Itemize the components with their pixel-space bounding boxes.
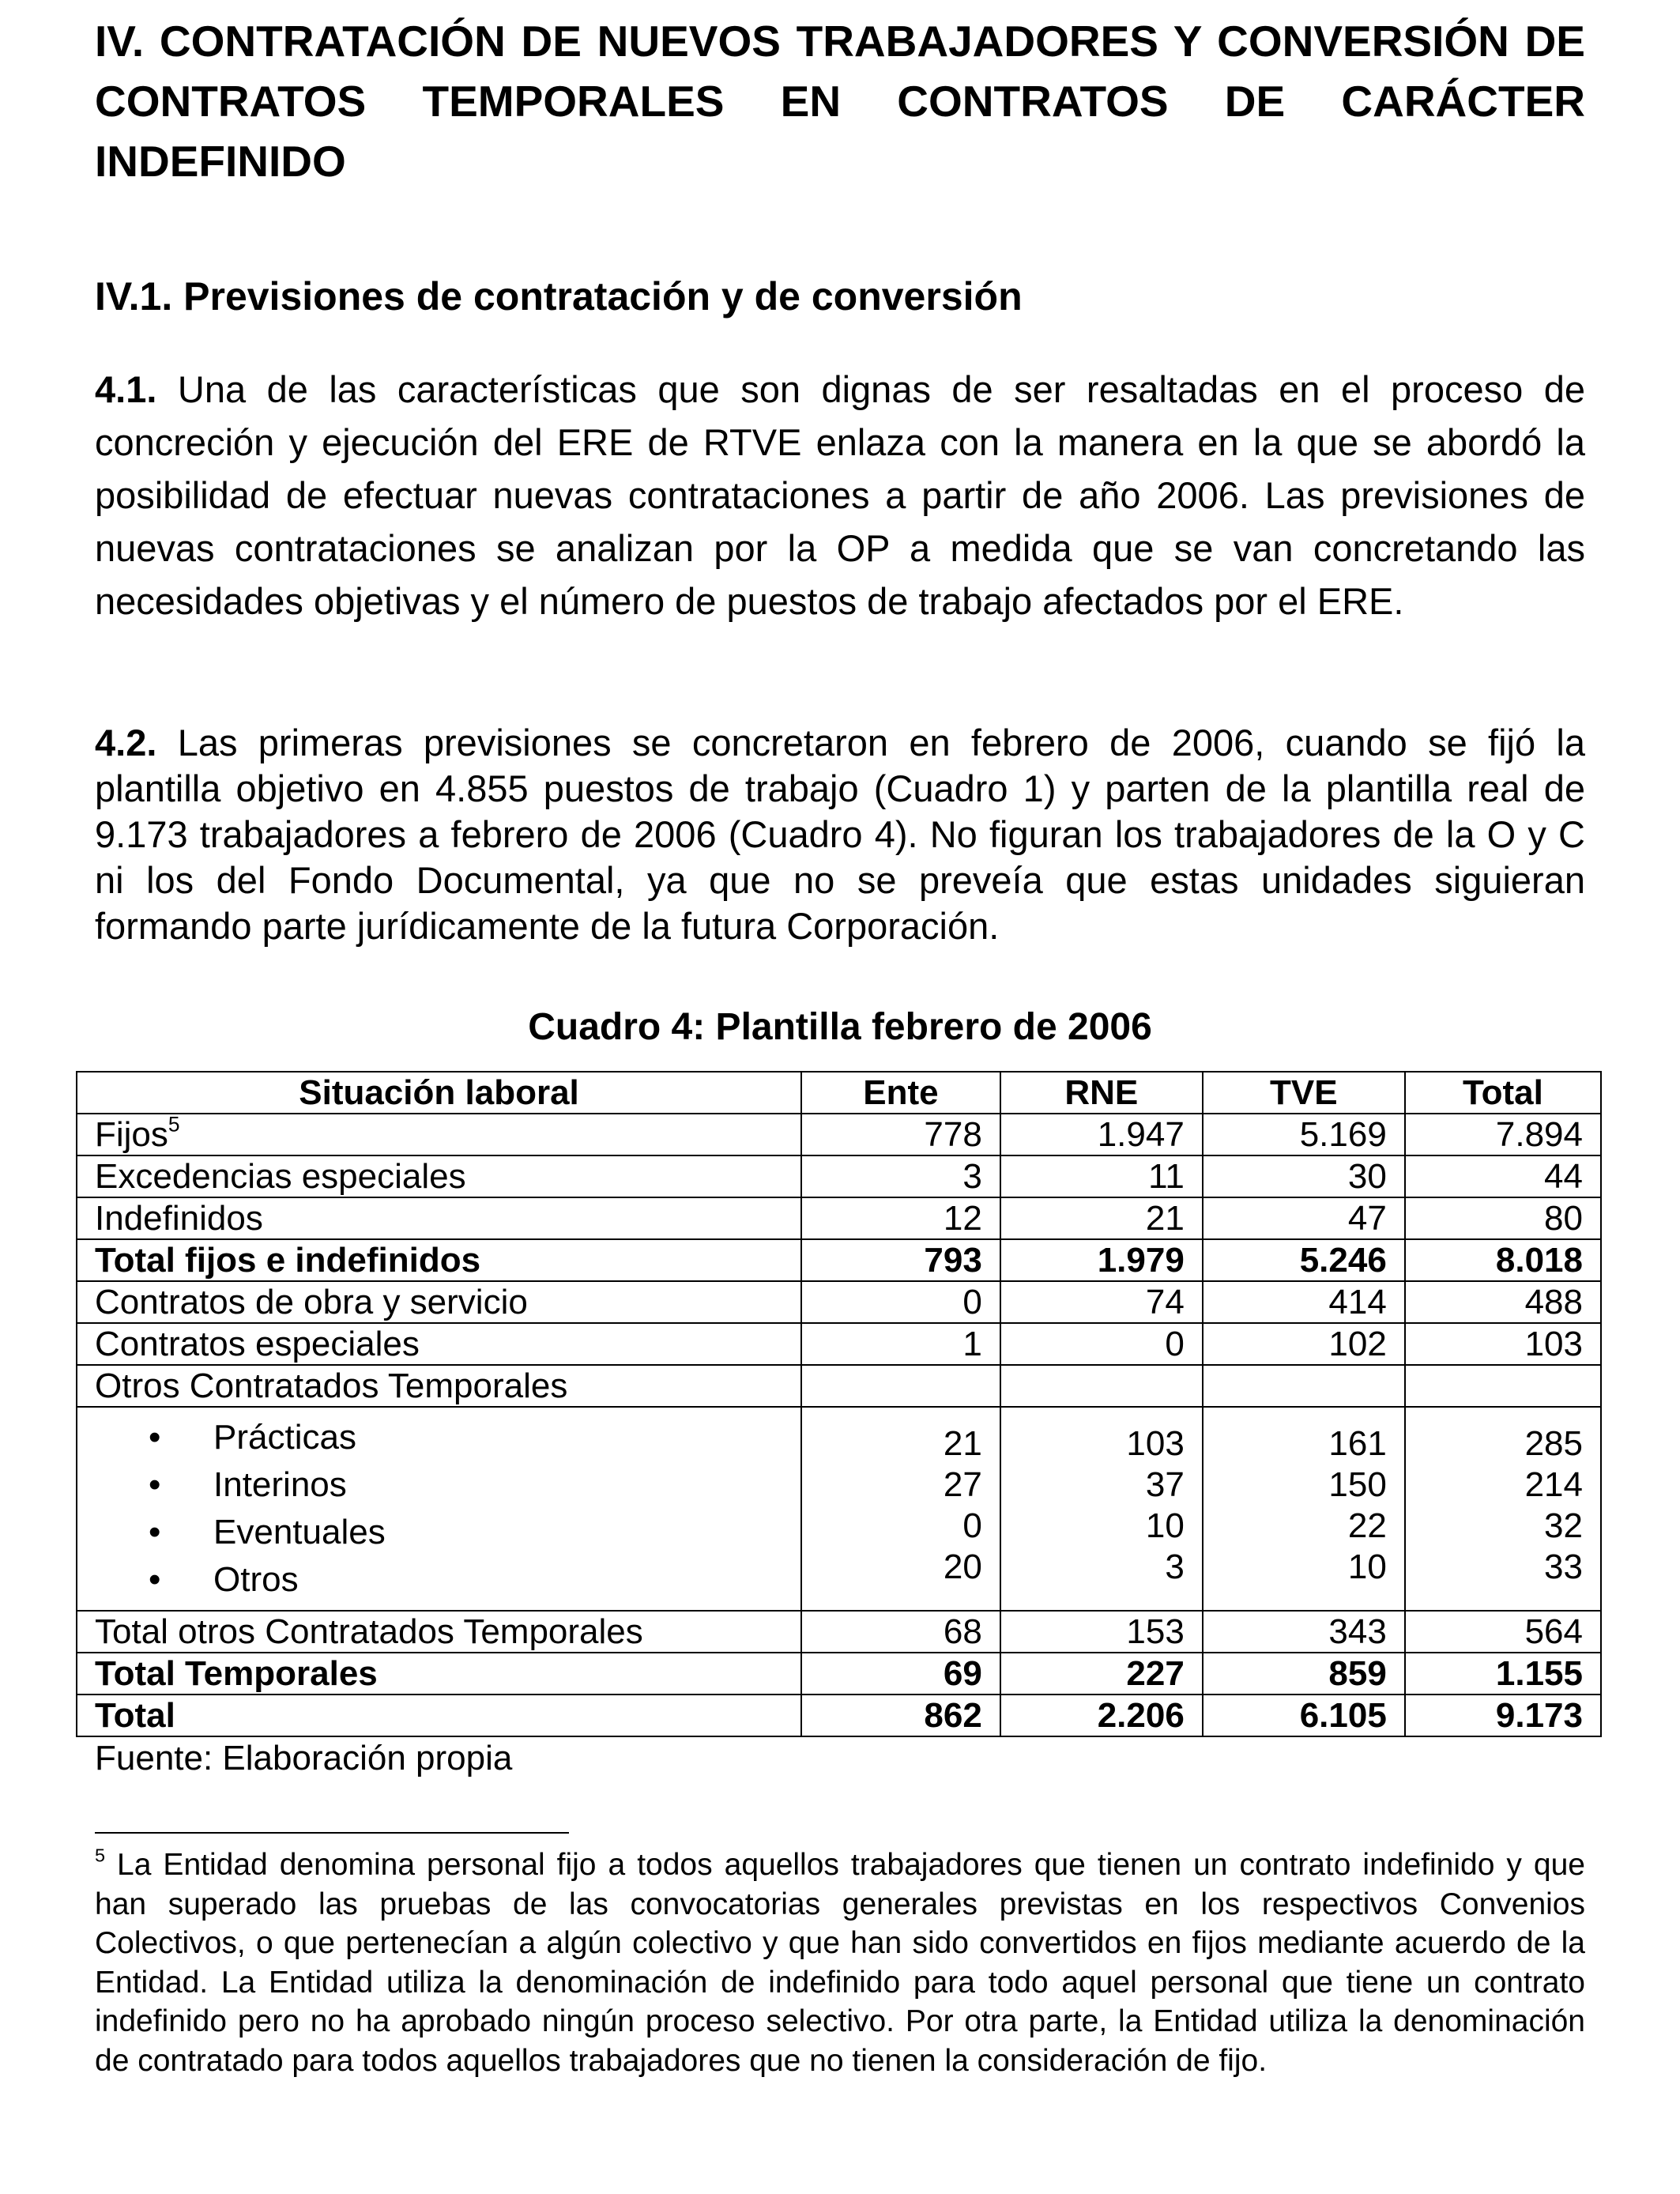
cell-ente: 21 27 0 20 <box>801 1407 1000 1611</box>
cell-total: 103 <box>1405 1323 1601 1365</box>
cell-total: 44 <box>1405 1155 1601 1197</box>
bullet-item: • Prácticas <box>149 1418 356 1457</box>
header-cell: Situación laboral <box>77 1072 801 1114</box>
cell-total: 7.894 <box>1405 1114 1601 1155</box>
cell-ente: 3 <box>801 1155 1000 1197</box>
bullet-item: • Interinos <box>149 1465 347 1504</box>
cell-ente: 793 <box>801 1239 1000 1281</box>
row-label: Indefinidos <box>77 1197 801 1239</box>
paragraph-number: 4.1. <box>95 368 157 410</box>
cell-total: 488 <box>1405 1281 1601 1323</box>
table-row-bullets <box>77 1407 1601 1611</box>
cell-total: 8.018 <box>1405 1239 1601 1281</box>
cell-tve: 859 <box>1203 1653 1405 1695</box>
header-cell: Total <box>1405 1072 1601 1114</box>
paragraph-4-1 <box>95 363 1585 628</box>
table-row <box>77 1197 1601 1239</box>
header-cell: Ente <box>801 1072 1000 1114</box>
cell-total: 285 214 32 33 <box>1405 1407 1601 1611</box>
row-label: Excedencias especiales <box>77 1155 801 1197</box>
footnote-text: La Entidad denomina personal fijo a todos aquellos trabajadores que tienen un contrato indefinido y que han superado las pruebas de las convocatorias generales previstas en los respectivos Convenios Colectivos, o que pertenecían a algún colectivo y que han sido convertidos en fijos mediante acuerdo de la Entidad. La Entidad utiliza la denominación de indefinido para todo aquel personal que tiene un contrato indefinido pero no ha aprobado ningún proceso selectivo. Por otra parte, la Entidad utiliza la denominación de contratado para todos aquellos trabajadores que no tienen la consideración de fijo. <box>95 1848 1585 2078</box>
cell-ente: 1 <box>801 1323 1000 1365</box>
cell-ente: 0 <box>801 1281 1000 1323</box>
cell-ente: 12 <box>801 1197 1000 1239</box>
bullet-item: • Otros <box>149 1560 299 1599</box>
table-row-subtotal <box>77 1653 1601 1695</box>
staff-table <box>76 1071 1602 1737</box>
cell-total: 564 <box>1405 1611 1601 1653</box>
table-caption: Cuadro 4: Plantilla febrero de 2006 <box>528 1006 1152 1048</box>
cell-rne: 1.979 <box>1000 1239 1203 1281</box>
section-heading: IV. CONTRATACIÓN DE NUEVOS TRABAJADORES Y CONVERSIÓN DE CONTRATOS TEMPORALES EN CONTRATOS DE CARÁCTER INDEFINIDO <box>95 17 1585 186</box>
subsection-heading: IV.1. Previsiones de contratación y de conversión <box>95 274 1023 319</box>
table-row-subtotal <box>77 1239 1601 1281</box>
cell-rne: 74 <box>1000 1281 1203 1323</box>
table-row <box>77 1281 1601 1323</box>
table-row-grand-total <box>77 1695 1601 1736</box>
footnote <box>95 1845 1585 2080</box>
cell-rne: 0 <box>1000 1323 1203 1365</box>
cell-rne <box>1000 1365 1203 1407</box>
bullet-labels <box>77 1407 801 1611</box>
paragraph-4-2 <box>95 720 1585 949</box>
row-label: Fijos$^5$ <box>77 1114 801 1155</box>
cell-tve: 6.105 <box>1203 1695 1405 1736</box>
cell-ente <box>801 1365 1000 1407</box>
cell-tve: 414 <box>1203 1281 1405 1323</box>
table-row <box>77 1155 1601 1197</box>
row-label: Total fijos e indefinidos <box>77 1239 801 1281</box>
cell-tve: 47 <box>1203 1197 1405 1239</box>
cell-rne: 2.206 <box>1000 1695 1203 1736</box>
cell-tve: 161 150 22 10 <box>1203 1407 1405 1611</box>
paragraph-number: 4.2. <box>95 722 157 763</box>
cell-total: 80 <box>1405 1197 1601 1239</box>
header-cell: TVE <box>1203 1072 1405 1114</box>
cell-tve: 102 <box>1203 1323 1405 1365</box>
cell-tve: 343 <box>1203 1611 1405 1653</box>
cell-tve <box>1203 1365 1405 1407</box>
cell-tve: 5.246 <box>1203 1239 1405 1281</box>
row-label: Contratos especiales <box>77 1323 801 1365</box>
cell-rne: 11 <box>1000 1155 1203 1197</box>
cell-ente: 69 <box>801 1653 1000 1695</box>
cell-tve: 5.169 <box>1203 1114 1405 1155</box>
cell-rne: 153 <box>1000 1611 1203 1653</box>
paragraph-text: Las primeras previsiones se concretaron en febrero de 2006, cuando se fijó la plantilla objetivo en 4.855 puestos de trabajo (Cuadro 1) y parten de la plantilla real de 9.173 trabajadores a febrero de 2006 (Cuadro 4). No figuran los trabajadores de la O y C ni los del Fondo Documental, ya que no se preveía que estas unidades siguieran formando parte jurídicamente de la futura Corporación. <box>95 722 1585 947</box>
cell-ente: 68 <box>801 1611 1000 1653</box>
table-row-group-header <box>77 1365 1601 1407</box>
table-row <box>77 1323 1601 1365</box>
cell-total: 9.173 <box>1405 1695 1601 1736</box>
cell-rne: 227 <box>1000 1653 1203 1695</box>
row-label: Contratos de obra y servicio <box>77 1281 801 1323</box>
cell-rne: 103 37 10 3 <box>1000 1407 1203 1611</box>
footnote-separator <box>95 1832 569 1834</box>
cell-total <box>1405 1365 1601 1407</box>
header-cell: RNE <box>1000 1072 1203 1114</box>
row-label: Total <box>77 1695 801 1736</box>
bullet-item: • Eventuales <box>149 1513 386 1551</box>
paragraph-text: Una de las características que son dignas de ser resaltadas en el proceso de concreción y ejecución del ERE de RTVE enlaza con la manera en la que se abordó la posibilidad de efectuar nuevas contrataciones a partir de año 2006. Las previsiones de nuevas contrataciones se analizan por la OP a medida que se van concretando las necesidades objetivas y el número de puestos de trabajo afectados por el ERE. <box>95 368 1585 622</box>
row-label: Total Temporales <box>77 1653 801 1695</box>
cell-tve: 30 <box>1203 1155 1405 1197</box>
cell-rne: 1.947 <box>1000 1114 1203 1155</box>
cell-rne: 21 <box>1000 1197 1203 1239</box>
table-row <box>77 1114 1601 1155</box>
table-source: Fuente: Elaboración propia <box>95 1739 513 1777</box>
cell-ente: 778 <box>801 1114 1000 1155</box>
footnote-mark: 5 <box>95 1845 106 1866</box>
row-label: Total otros Contratados Temporales <box>77 1611 801 1653</box>
row-label: Otros Contratados Temporales <box>77 1365 801 1407</box>
table-header-row <box>77 1072 1601 1114</box>
footnote-reference: 5 <box>168 1112 180 1137</box>
cell-ente: 862 <box>801 1695 1000 1736</box>
table-row <box>77 1611 1601 1653</box>
cell-total: 1.155 <box>1405 1653 1601 1695</box>
